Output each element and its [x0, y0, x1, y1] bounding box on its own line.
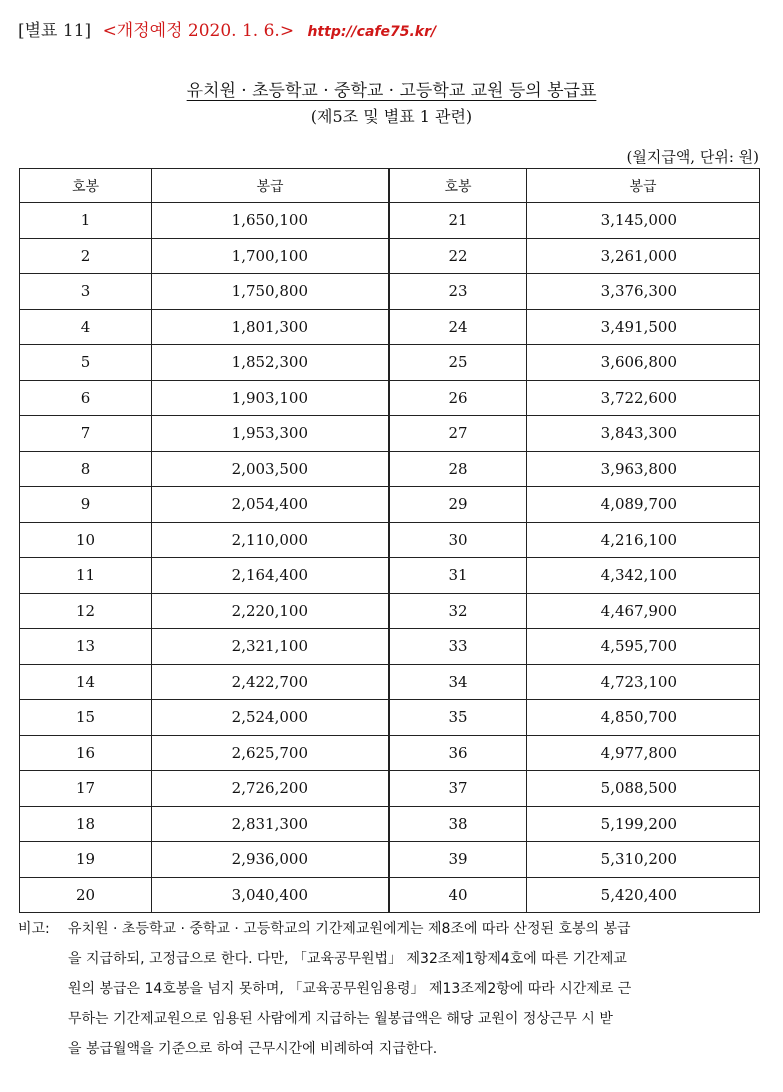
salary-amount: 2,524,000 — [152, 700, 390, 736]
step-number: 36 — [389, 735, 527, 771]
table-row — [20, 700, 760, 736]
step-number: 18 — [20, 806, 152, 842]
salary-amount: 4,723,100 — [527, 664, 760, 700]
salary-amount: 1,953,300 — [152, 416, 390, 452]
salary-amount: 4,342,100 — [527, 558, 760, 594]
step-number: 34 — [389, 664, 527, 700]
remarks-label: 비고: — [18, 921, 50, 937]
salary-amount: 4,089,700 — [527, 487, 760, 523]
step-number: 19 — [20, 842, 152, 878]
salary-amount: 1,650,100 — [152, 203, 390, 239]
step-number: 21 — [389, 203, 527, 239]
table-row — [20, 380, 760, 416]
salary-amount: 2,003,500 — [152, 451, 390, 487]
table-row — [20, 309, 760, 345]
step-number: 23 — [389, 274, 527, 310]
document-header — [18, 16, 436, 41]
step-number: 20 — [20, 877, 152, 913]
column-header: 봉급 — [527, 169, 760, 203]
step-number: 38 — [389, 806, 527, 842]
salary-amount: 4,850,700 — [527, 700, 760, 736]
step-number: 28 — [389, 451, 527, 487]
step-number: 4 — [20, 309, 152, 345]
table-row — [20, 558, 760, 594]
column-header: 호봉 — [389, 169, 527, 203]
page-subtitle: (제5조 및 별표 1 관련) — [310, 107, 473, 126]
step-number: 9 — [20, 487, 152, 523]
revision-notice: <개정예정 2020. 1. 6.> — [102, 21, 295, 41]
column-header: 봉급 — [152, 169, 390, 203]
table-row — [20, 877, 760, 913]
salary-amount: 4,216,100 — [527, 522, 760, 558]
salary-amount: 2,110,000 — [152, 522, 390, 558]
table-row — [20, 771, 760, 807]
salary-amount: 3,963,800 — [527, 451, 760, 487]
step-number: 39 — [389, 842, 527, 878]
remarks-line: 원의 봉급은 14호봉을 넘지 못하며, 「교육공무원임용령」 제13조제2항에 따라 시간제로 근 — [68, 981, 632, 997]
step-number: 15 — [20, 700, 152, 736]
salary-amount: 3,606,800 — [527, 345, 760, 381]
appendix-tag: [별표 11] — [18, 21, 92, 41]
table-row — [20, 842, 760, 878]
step-number: 3 — [20, 274, 152, 310]
page-title — [0, 76, 783, 101]
salary-amount: 3,491,500 — [527, 309, 760, 345]
salary-amount: 4,595,700 — [527, 629, 760, 665]
salary-amount: 5,199,200 — [527, 806, 760, 842]
step-number: 24 — [389, 309, 527, 345]
salary-amount: 1,750,800 — [152, 274, 390, 310]
step-number: 10 — [20, 522, 152, 558]
remarks-line — [18, 914, 763, 944]
salary-amount: 2,625,700 — [152, 735, 390, 771]
salary-amount: 2,321,100 — [152, 629, 390, 665]
salary-amount: 2,936,000 — [152, 842, 390, 878]
step-number: 29 — [389, 487, 527, 523]
salary-amount: 2,164,400 — [152, 558, 390, 594]
remarks-line: 을 지급하되, 고정급으로 한다. 다만, 「교육공무원법」 제32조제1항제4호에 따른 기간제교 — [68, 951, 627, 967]
table-row — [20, 522, 760, 558]
unit-label: (월지급액, 단위: 원) — [626, 148, 759, 166]
table-row — [20, 238, 760, 274]
step-number: 25 — [389, 345, 527, 381]
salary-amount: 1,852,300 — [152, 345, 390, 381]
remarks-line: 무하는 기간제교원으로 임용된 사람에게 지급하는 월봉급액은 해당 교원이 정상근무 시 받 — [68, 1011, 613, 1027]
salary-amount: 4,467,900 — [527, 593, 760, 629]
step-number: 17 — [20, 771, 152, 807]
table-row — [20, 416, 760, 452]
table-body — [20, 203, 760, 913]
step-number: 22 — [389, 238, 527, 274]
salary-amount: 3,722,600 — [527, 380, 760, 416]
salary-amount: 3,261,000 — [527, 238, 760, 274]
step-number: 2 — [20, 238, 152, 274]
remarks-line: 을 봉급월액을 기준으로 하여 근무시간에 비례하여 지급한다. — [68, 1041, 438, 1057]
table-row — [20, 274, 760, 310]
step-number: 37 — [389, 771, 527, 807]
salary-amount: 3,843,300 — [527, 416, 760, 452]
remarks — [18, 914, 763, 1064]
table-row — [20, 735, 760, 771]
table-row — [20, 203, 760, 239]
table-row — [20, 593, 760, 629]
salary-amount: 4,977,800 — [527, 735, 760, 771]
remarks-text: 유치원 · 초등학교 · 중학교 · 고등학교의 기간제교원에게는 제8조에 따라 산정된 호봉의 봉급 — [68, 921, 631, 937]
step-number: 12 — [20, 593, 152, 629]
salary-amount: 5,310,200 — [527, 842, 760, 878]
step-number: 30 — [389, 522, 527, 558]
table-header-row — [20, 169, 760, 203]
step-number: 26 — [389, 380, 527, 416]
salary-amount: 2,220,100 — [152, 593, 390, 629]
step-number: 16 — [20, 735, 152, 771]
table-row — [20, 806, 760, 842]
table-row — [20, 345, 760, 381]
step-number: 32 — [389, 593, 527, 629]
salary-amount: 3,376,300 — [527, 274, 760, 310]
column-header: 호봉 — [20, 169, 152, 203]
salary-amount: 1,700,100 — [152, 238, 390, 274]
step-number: 1 — [20, 203, 152, 239]
salary-table — [19, 168, 760, 913]
salary-amount: 1,801,300 — [152, 309, 390, 345]
salary-amount: 3,145,000 — [527, 203, 760, 239]
salary-amount: 2,726,200 — [152, 771, 390, 807]
step-number: 14 — [20, 664, 152, 700]
salary-amount: 2,422,700 — [152, 664, 390, 700]
page-title-text: 유치원 · 초등학교 · 중학교 · 고등학교 교원 등의 봉급표 — [186, 81, 597, 101]
salary-amount: 5,420,400 — [527, 877, 760, 913]
step-number: 35 — [389, 700, 527, 736]
step-number: 13 — [20, 629, 152, 665]
step-number: 5 — [20, 345, 152, 381]
salary-amount: 5,088,500 — [527, 771, 760, 807]
source-url[interactable]: http://cafe75.kr/ — [307, 24, 437, 40]
step-number: 27 — [389, 416, 527, 452]
table-row — [20, 629, 760, 665]
salary-amount: 2,831,300 — [152, 806, 390, 842]
step-number: 31 — [389, 558, 527, 594]
table-row — [20, 664, 760, 700]
salary-amount: 1,903,100 — [152, 380, 390, 416]
salary-amount: 2,054,400 — [152, 487, 390, 523]
table-row — [20, 451, 760, 487]
table-row — [20, 487, 760, 523]
step-number: 40 — [389, 877, 527, 913]
step-number: 7 — [20, 416, 152, 452]
step-number: 6 — [20, 380, 152, 416]
salary-amount: 3,040,400 — [152, 877, 390, 913]
step-number: 8 — [20, 451, 152, 487]
step-number: 11 — [20, 558, 152, 594]
step-number: 33 — [389, 629, 527, 665]
